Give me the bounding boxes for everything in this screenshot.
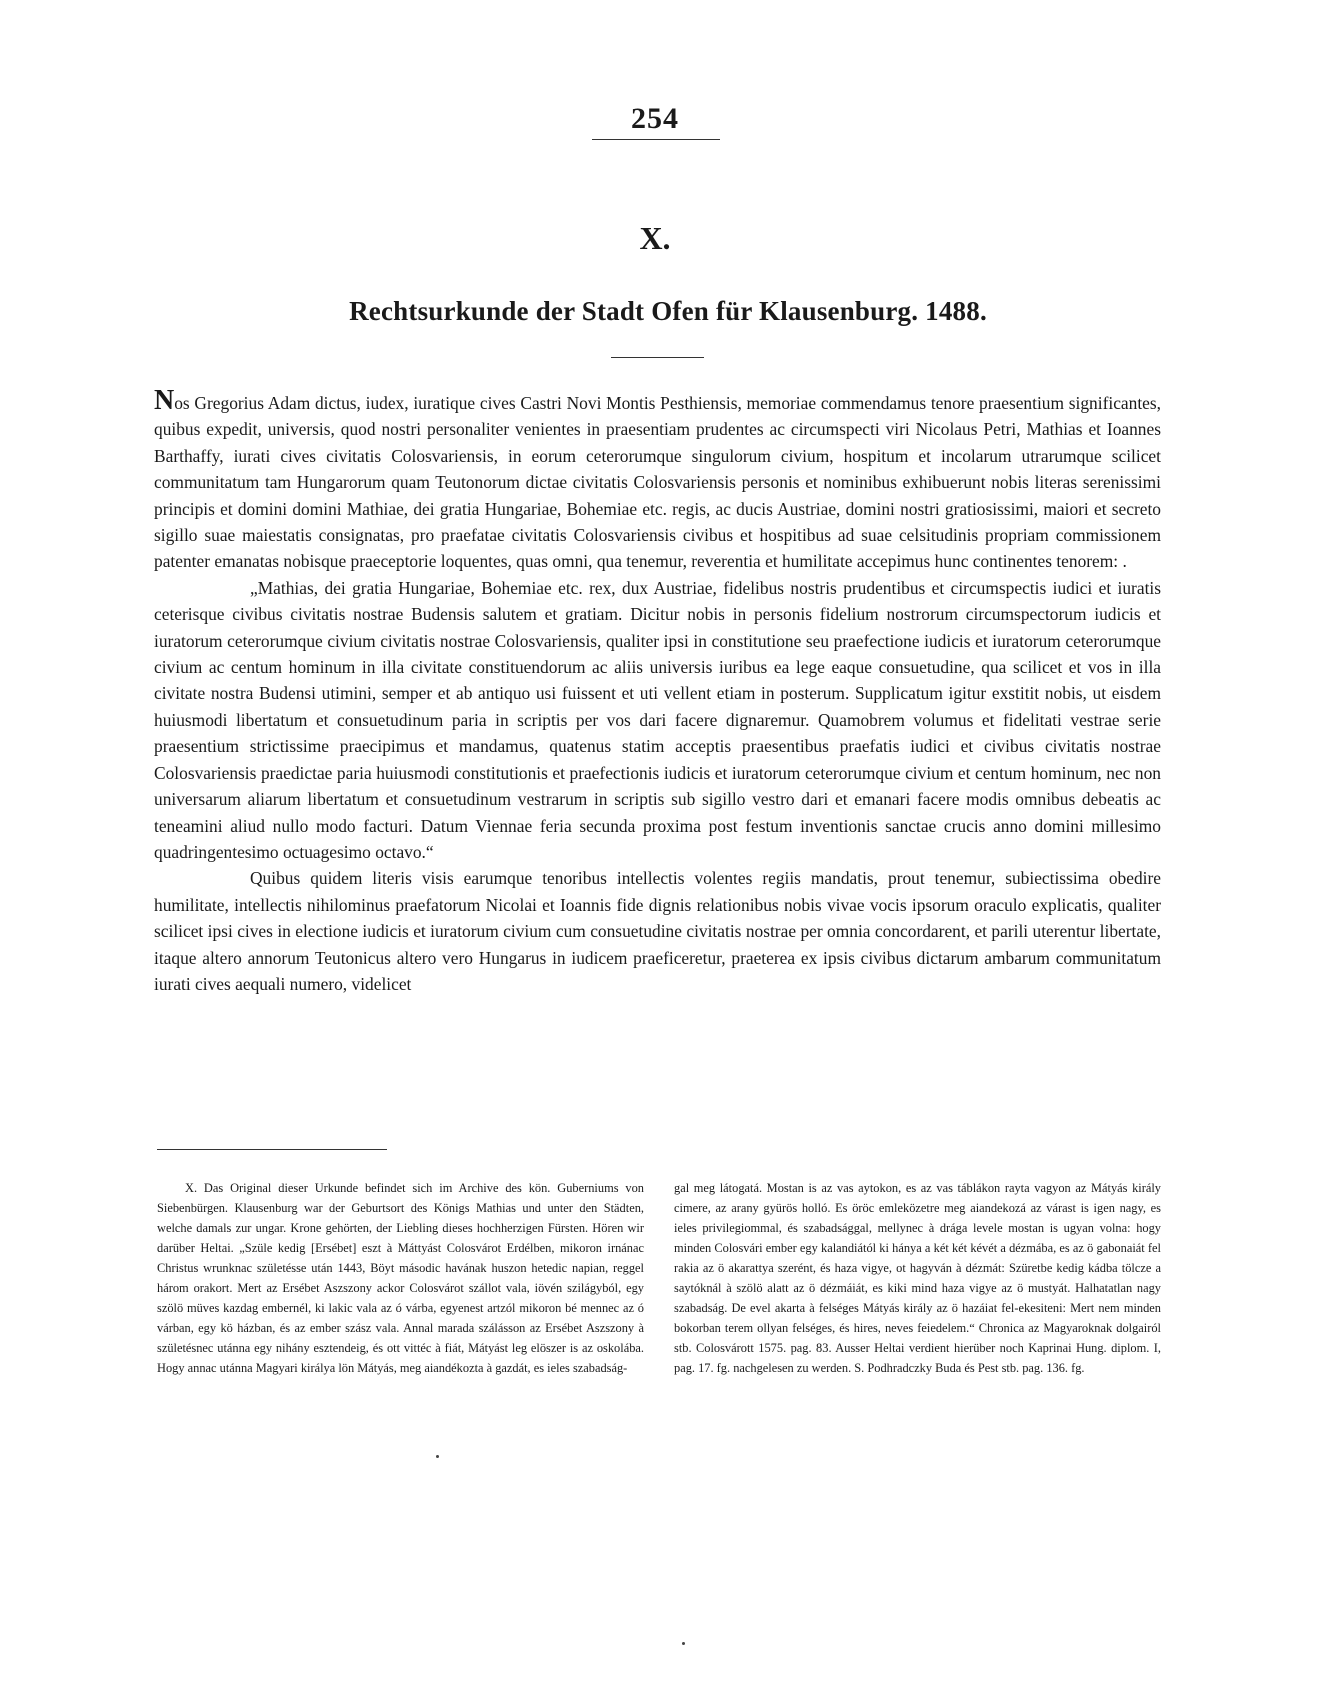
paragraph-intro (154, 387, 1161, 575)
footnote-column-right (674, 1178, 1161, 1378)
page-number-rule (592, 139, 720, 140)
footnote-column-left (157, 1178, 644, 1378)
title-rule (611, 357, 704, 358)
document-title: Rechtsurkunde der Stadt Ofen für Klausenburg. 1488. (349, 296, 987, 326)
drop-cap: N (154, 385, 175, 416)
page-number: 254 (631, 102, 679, 135)
paragraph-intro-text: os Gregorius Adam dictus, iudex, iuratique cives Castri Novi Montis Pesthiensis, memoriae commendamus tenore praesentium significantes, quibus expedit, universis, quod nostri personaliter venientes in praesentiam prudentes ac circumspecti viri Nicolaus Petri, Mathias et Ioannes Barthaffy, iurati cives civitatis Colosvariensis, in eorum ceterorumque singulorum civium, hospitum et incolarum utrarumque scilicet communitatum tam Hungarorum quam Teutonorum dictae civitatis Colosvariensis personis et nominibus exhibuerunt nobis literas serenissimi principis et domini domini Mathiae, dei gratia Hungariae, Bohemiae etc. regis, ac ducis Austriae, domini nostri gratiosissimi, maiori et secreto sigillo suae maiestatis consignatas, pro praefatae civitatis Colosvariensis civibus et hospitibus ad suae celsitudinis propriam commissionem patenter emanatas nobisque praeceptorie loquentes, quas omni, qua tenemur, reverentia et humilitate accepimus hunc continentes tenorem: . (154, 393, 1161, 572)
paragraph-royal-letter: „Mathias, dei gratia Hungariae, Bohemiae etc. rex, dux Austriae, fidelibus nostris prudentibus et circumspectis iudici et iuratis ceterisque civibus civitatis nostrae Budensis salutem et gratiam. Dicitur nobis in personis fidelium nostrorum circumspectorum iudicis et iuratorum ceterorumque civium civitatis nostrae Colosvariensis, qualiter ipsi in constitutione seu praefectione iudicis et iuratorum ceterorumque civium ac centum hominum in illa civitate constituendorum ac aliis universis iuribus ea lege eaque consuetudine, qua scilicet et vos in illa civitate nostra Budensi utimini, semper et ab antiquo usi fuissent et uti vellent etiam in posterum. Supplicatum igitur exstitit nobis, ut eisdem huiusmodi libertatum et consuetudinum paria in scriptis per vos dari facere dignaremur. Quamobrem volumus et fidelitati vestrae serie praesentium strictissime praecipimus et mandamus, quatenus statim acceptis praesentibus praefatis iudici et civibus civitatis nostrae Colosvariensis praedictae paria huiusmodi constitutionis et praefectionis iudicis et iuratorum ceterorumque civium et centum hominum, nec non universarum aliarum libertatum et consuetudinum vestrarum in scriptis sub sigillo vestro dari et emanari facere modis omnibus debeatis ac teneamini aliud nullo modo facturi. Datum Viennae feria secunda proxima post festum inventionis sanctae crucis anno domini millesimo quadringentesimo octuagesimo octavo.“ (154, 577, 1161, 862)
footnote-text-left: X. Das Original dieser Urkunde befindet sich im Archive des kön. Guberniums von Siebenbürgen. Klausenburg war der Geburtsort des Königs Mathias und unter den Städten, welche damals zur ungar. Krone gehörten, der Liebling dieses hochherzigen Fürsten. Hören wir darüber Heltai. „Szüle kedig [Ersébet] eszt à Máttyást Colosvárot Erdélben, mikoron irnánac Christus wrunknac születésse után 1443, Böyt másodic havának huszon hetedic napian, reggel három orakort. Mert az Ersébet Aszszony ackor Colosvárot szállot vala, iövén szilágyból, egy szölö müves kazdag embernél, ki lakic vala az ó várba, egyenest artzól mikoron bé mennec az ó várban, egy kö házban, és az ember szász vala. Annal marada szálásson az Ersébet Aszszony à születésnec utánna egy nihány esztendeig, és ott vittéc à fiát, Mátyást leg elöszer is az oskolába. Hogy annac utánna Magyari királya lön Mátyás, meg aiandékozta à gazdát, es ieles szabadság- (157, 1181, 644, 1375)
footnotes (157, 1178, 1161, 1378)
footnote-rule (157, 1149, 387, 1150)
ink-speck (682, 1642, 685, 1645)
section-numeral: X. (639, 220, 671, 256)
main-text (154, 387, 1161, 997)
footnote-text-right: gal meg látogatá. Mostan is az vas aytokon, es az vas táblákon rayta vagyon az Mátyás király cimere, az arany gyürös holló. Es öröc emleközetre meg aiandekozá az várast is igen nagy, es ieles privilegiommal, és szabadsággal, mellynec à drága levele mostan is ugyan volna: hogy minden Colosvári ember egy kalandiától ki hánya a két két kévét a dézmába, es az ö gabonaiát fel rakia az ö akarattya szerént, és haza vigye, ot hagyván à dézmát: Szüretbe kedig kádba tölcze a saytóknál à szölö alatt az ö dézmáiát, es kiki mind haza vigye az ö mustyát. Halhatatlan nagy szabadság. De evel akarta à felséges Mátyás király az ö hazáiat fel-ekesiteni: Mert nem minden bokorban terem ollyan felséges, és hires, neves feiedelem.“ Chronica az Magyaroknak dolgairól stb. Colosvárott 1575. pag. 83. Ausser Heltai verdient hierüber noch Kaprinai Hung. diplom. I, pag. 17. fg. nachgelesen zu werden. S. Podhradczky Buda és Pest stb. pag. 136. fg. (674, 1181, 1161, 1375)
paragraph-response: Quibus quidem literis visis earumque tenoribus intellectis volentes regiis mandatis, prout tenemur, subiectissima obedire humilitate, intellectis nihilominus praefatorum Nicolai et Ioannis fide dignis relationibus nobis vivae vocis ipsorum oraculo explicatis, qualiter scilicet ipsi cives in electione iudicis et iuratorum civium cum consuetudine civitatis nostrae per omnia concordarent, et parili uterentur libertate, itaque altero annorum Teutonicus altero vero Hungarus in iudicem praeficeretur, praeterea ex ipsis civibus dictarum ambarum communitatum iurati cives aequali numero, videlicet (154, 868, 1161, 994)
ink-speck (436, 1455, 439, 1458)
